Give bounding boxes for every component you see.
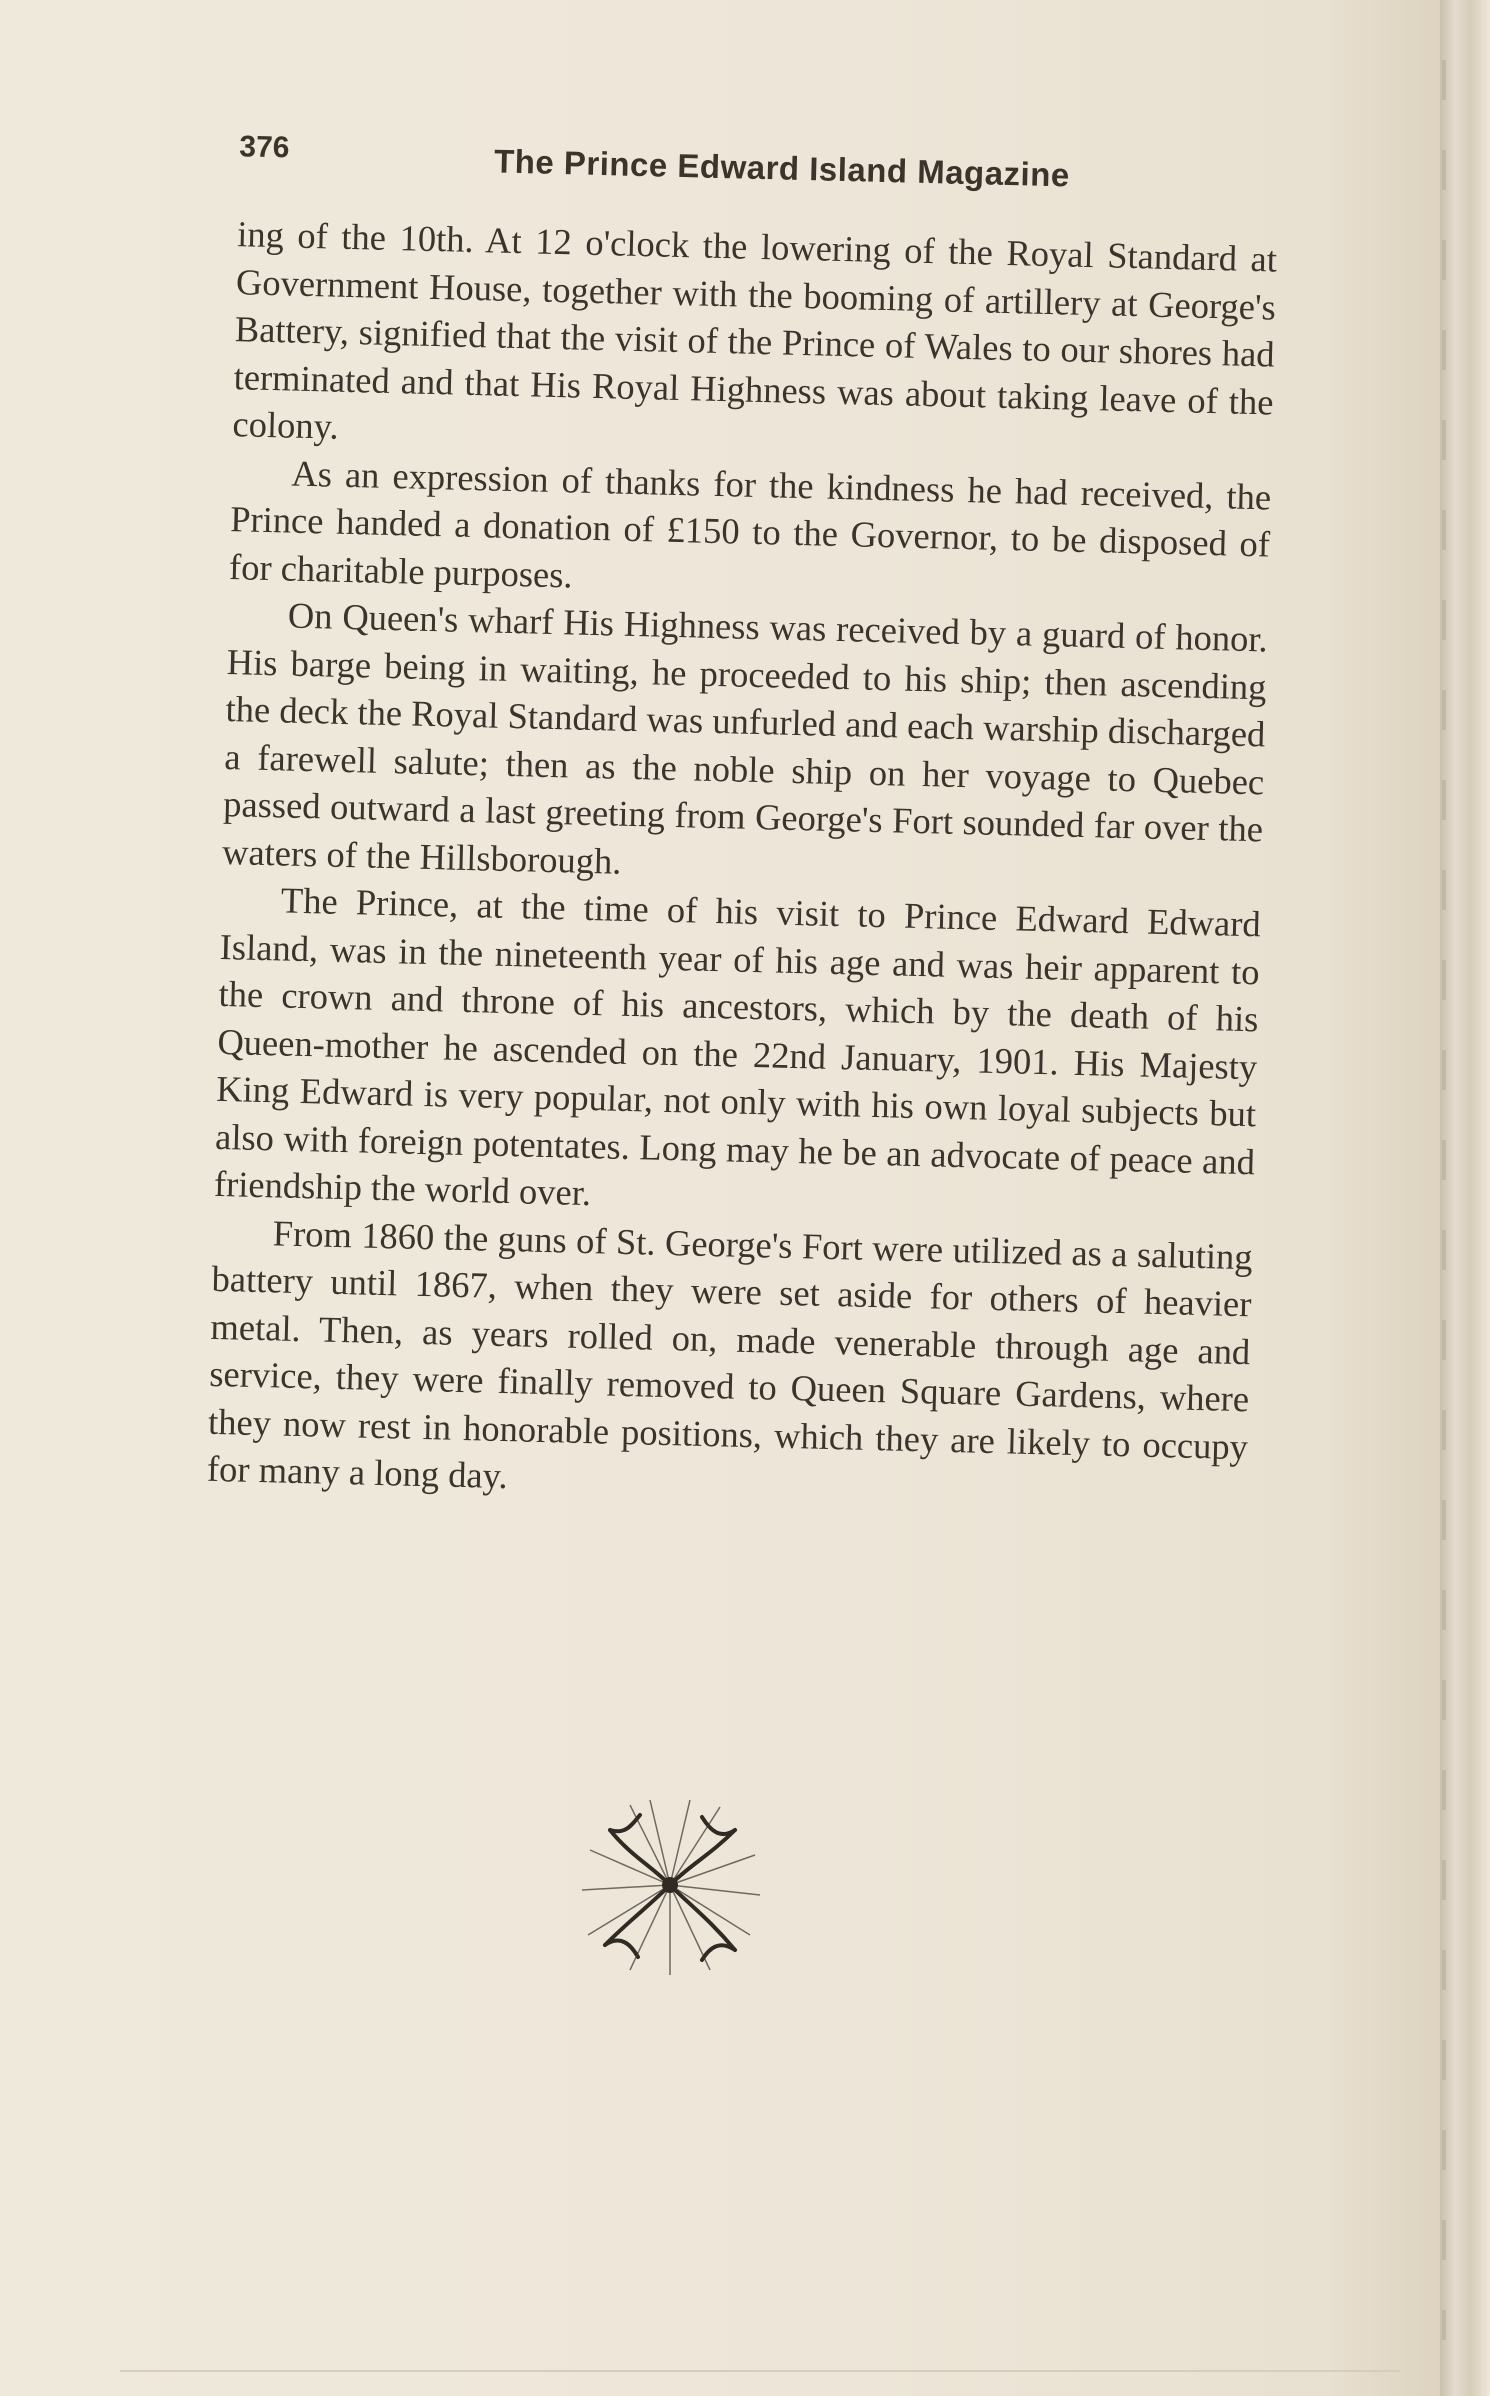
paragraph: From 1860 the guns of St. George's Fort were utilized as a saluting battery until 1867, when they were set aside for others of heavier metal. Then, as years rolled on, made venerable through age and service, they were finally removed to Queen Square Gardens, where they now rest in honorable positions, which they are likely to occupy for many a long day. bbox=[206, 1211, 1254, 1497]
page-edge-line bbox=[120, 2370, 1400, 2372]
paragraph: The Prince, at the time of his visit to Prince Edward Edward Island, was in the nineteenth year of his age and was heir apparent to the crown and throne of his ancestors, which by the death of his Queen-mother he ascended on the 22nd January, 1901. His Majesty King Edward is very popular, not only with his own loyal subjects but also with foreign potentates. Long may he be an advocate of peace and friendship the world over. bbox=[213, 879, 1262, 1214]
running-head bbox=[148, 120, 1299, 218]
page-content bbox=[117, 120, 1300, 1518]
article-body bbox=[117, 208, 1298, 1518]
paragraph: As an expression of thanks for the kindness he had received, the Prince handed a donation of £150 to the Governor, to be disposed of for charitable purposes. bbox=[228, 452, 1272, 595]
magazine-title: The Prince Edward Island Magazine bbox=[493, 142, 1071, 194]
paragraph: ing of the 10th. At 12 o'clock the lowering of the Royal Standard at Government House, together with the booming of artillery at George's Battery, signified that the visit of the Prince of Wales to our shores had terminated and that His Royal Highness was about taking leave of the colony. bbox=[232, 213, 1278, 447]
paragraph: On Queen's wharf His Highness was received by a guard of honor. His barge being in waiting, he proceeded to his ship; then ascending the deck the Royal Standard was unfurled and each warship discharged a farewell salute; then as the noble ship on her voyage to Quebec passed outward a last greeting from George's Fort sounded far over the waters of the Hillsborough. bbox=[221, 594, 1269, 882]
binding-stitch bbox=[1442, 60, 1446, 2340]
book-gutter bbox=[1440, 0, 1490, 2396]
floral-ornament-icon bbox=[570, 1785, 770, 1985]
page-number: 376 bbox=[238, 130, 290, 165]
